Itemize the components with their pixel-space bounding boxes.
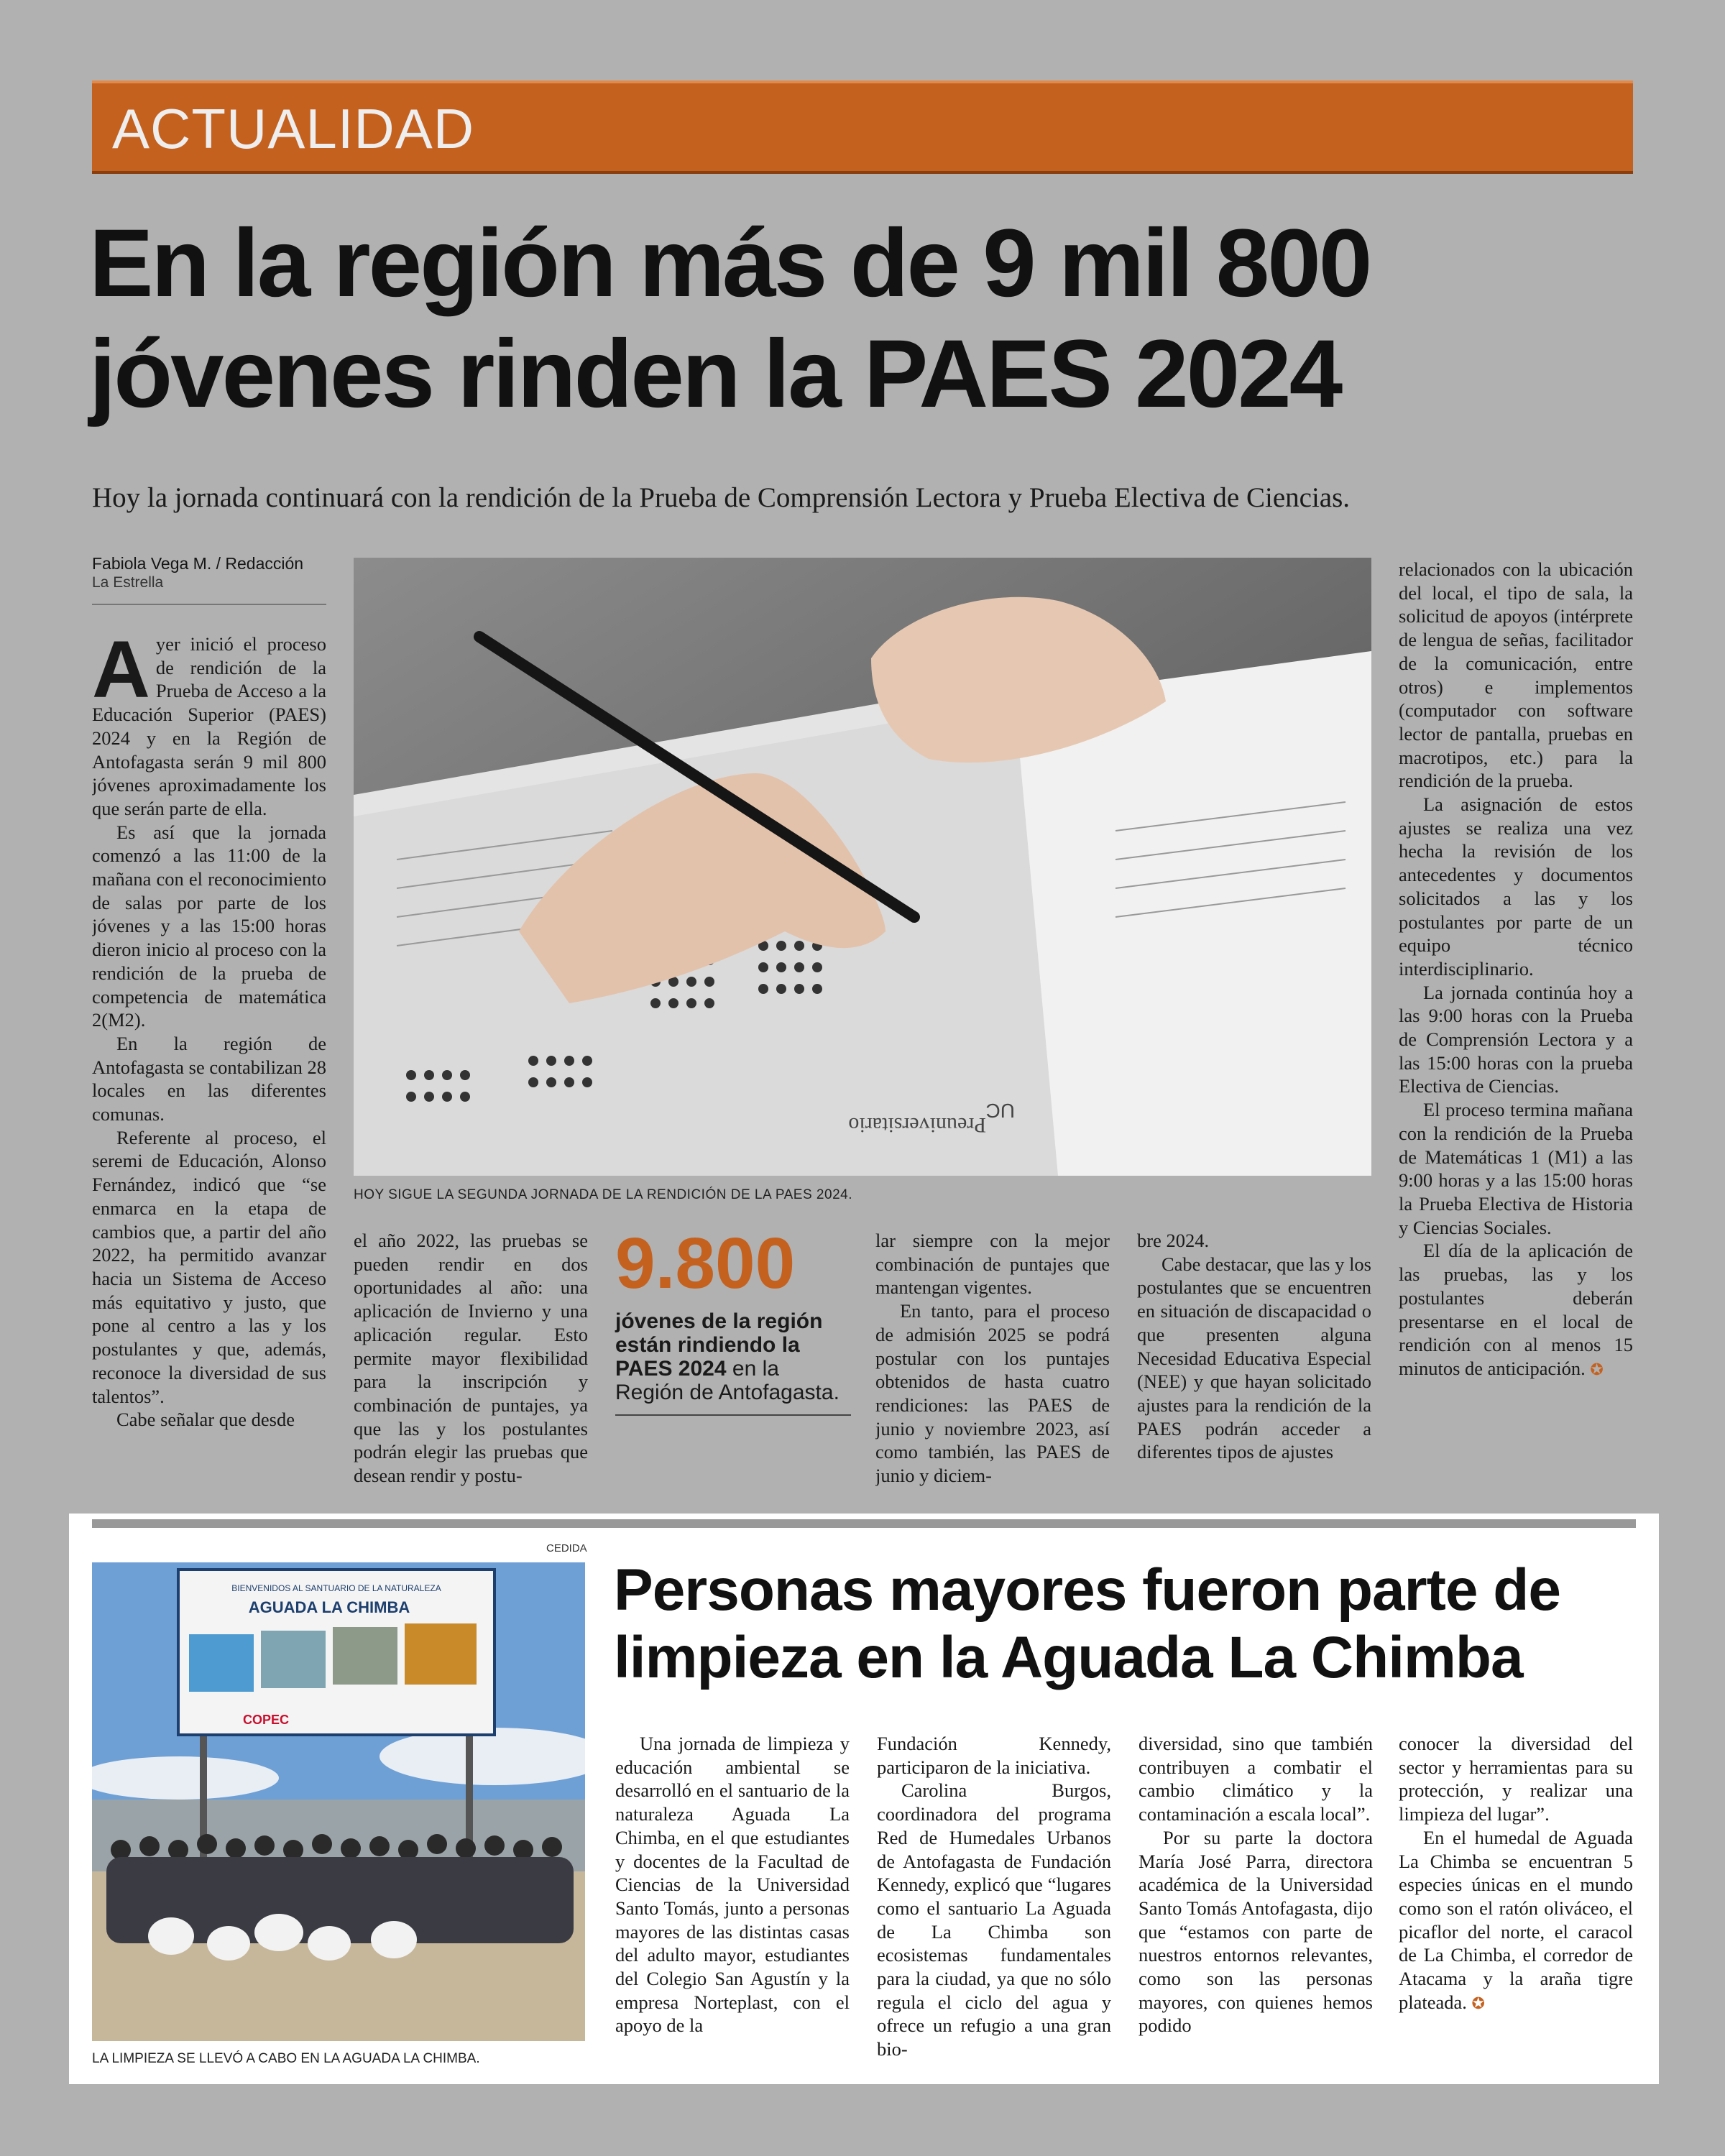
paragraph: En la región de Antofagasta se contabilizan 28 locales en las diferentes comunas.: [92, 1032, 326, 1125]
paragraph: conocer la diversidad del sector y herramientas para su protección, y realizar una limpieza del lugar”.: [1399, 1733, 1633, 1825]
sign-title: AGUADA LA CHIMBA: [248, 1598, 410, 1616]
paragraph: Es así que la jornada comenzó a las 11:00 de la mañana con el reconocimiento de salas por parte de los jóvenes y a las 15:00 horas dieron inicio al proceso con la rendición de la prueba de competencia de matemática 2(M2).: [92, 821, 326, 1031]
article1-column-1: [92, 632, 326, 1495]
paragraph: En el humedal de Aguada La Chimba se encuentran 5 especies únicas en el mundo como son el ratón oliváceo, el picaflor del norte, el caracol de La Chimba, el corredor de Atacama y la araña tigre plateada.: [1399, 1826, 1633, 2013]
end-of-article-icon: ✪: [1590, 1360, 1604, 1378]
paragraph: Cabe destacar, que las y los postulantes que se encuentren en situación de discapacidad o que presenten alguna Necesidad Educativa Especial (NEE) y que hayan solicitado ajustes para la rendición de la PAES podrán acceder a diferentes tipos de ajustes: [1137, 1253, 1371, 1463]
article1-column-2: [354, 1229, 588, 1495]
paragraph: El proceso termina mañana con la rendición de la Prueba de Matemáticas 1 (M1) a las 9:00 horas y a las 15:00 horas la Prueba Electiva de Historia y Ciencias Sociales.: [1399, 1099, 1633, 1238]
subheadline: Hoy la jornada continuará con la rendición de la Prueba de Comprensión Lectora y Prueba Electiva de Ciencias.: [92, 482, 1351, 513]
drop-cap: A: [92, 632, 150, 714]
cleanup-photo-illustration: [92, 1562, 585, 2041]
paragraph: Cabe señalar que desde: [116, 1409, 295, 1431]
paragraph: La asignación de estos ajustes se realiza una vez hecha la revisión de los antecedentes y documentos solicitados a las y los postulantes por parte de un equipo técnico interdisciplinario.: [1399, 793, 1633, 980]
article2-column-3: [1138, 1732, 1373, 2070]
main-headline: En la región más de 9 mil 800 jóvenes rinden la PAES 2024: [89, 210, 1371, 428]
paragraph: Por su parte la doctora María José Parra, directora académica de la Universidad Santo Tomás Antofagasta, dijo que “estamos con parte de nuestros entornos relevantes, como son las personas mayores, con quienes hemos podido: [1138, 1826, 1373, 2037]
paragraph: Carolina Burgos, coordinadora del programa Red de Humedales Urbanos de Antofagasta de Fundación Kennedy, explicó que “lugares como el santuario La Aguada de La Chimba son ecosistemas fundamentales para la ciudad, ya que no sólo regula el ciclo del agua y ofrece un refugio a una gran bio-: [877, 1779, 1111, 2060]
stat-description-bold: jóvenes de la región están rindiendo la PAES 2024: [615, 1309, 823, 1381]
stat-rule: [615, 1414, 851, 1416]
cleanup-photo: [92, 1562, 585, 2041]
article2-column-2: [877, 1732, 1111, 2070]
second-headline: Personas mayores fueron parte de limpieza en la Aguada La Chimba: [614, 1557, 1560, 1690]
article1-column-5: [1399, 558, 1633, 1495]
paragraph: La jornada continúa hoy a las 9:00 horas con la Prueba de Comprensión Lectora y a las 15:00 horas con la prueba Electiva de Ciencias.: [1399, 981, 1633, 1097]
article2-column-1: [615, 1732, 850, 2070]
second-article-panel: [69, 1514, 1659, 2084]
sign-small-text: BIENVENIDOS AL SANTUARIO DE LA NATURALEZA: [231, 1583, 441, 1593]
photo-caption-2: LA LIMPIEZA SE LLEVÓ A CABO EN LA AGUADA LA CHIMBA.: [92, 2051, 480, 2066]
paragraph: lar siempre con la mejor combinación de puntajes que mantengan vigentes.: [875, 1230, 1110, 1299]
paragraph: el año 2022, las pruebas se pueden rendir en dos oportunidades al año: una aplicación de Invierno y una aplicación regular. Esto permite mayor flexibilidad para la inscripción y combinación de puntajes, ya que las y los postulantes podrán elegir las pruebas que desean rendir y postu-: [354, 1230, 588, 1487]
end-of-article-icon: ✪: [1471, 1994, 1485, 2012]
stat-number: 9.800: [615, 1223, 796, 1304]
paragraph: diversidad, sino que también contribuyen a combatir el cambio climático y la contaminación a escala local”.: [1138, 1733, 1373, 1825]
exam-photo-illustration: [354, 558, 1371, 1176]
paragraph: Una jornada de limpieza y educación ambiental se desarrolló en el santuario de la naturaleza Aguada La Chimba, en el que estudiantes y docentes de la Facultad de Ciencias de la Universidad Santo Tomás, junto a personas mayores de las distintas casas del adulto mayor, estudiantes del Colegio San Agustín y la empresa Norteplast, con el apoyo de la: [615, 1733, 850, 2037]
paragraph: Referente al proceso, el seremi de Educación, Alonso Fernández, indicó que “se enmarca en la etapa de cambios que, a partir del año 2022, ha permitido avanzar hacia un Sistema de Acceso más equitativo y justo, que pone al centro a las y los postulantes y que, además, reconoce la diversidad de sus talentos”.: [92, 1126, 326, 1407]
paragraph: En tanto, para el proceso de admisión 2025 se podrá postular con los puntajes obtenidos de hasta cuatro rendiciones: las PAES de junio y noviembre 2023, así como también, las PAES de junio y diciem-: [875, 1300, 1110, 1487]
paragraph: Fundación Kennedy, participaron de la iniciativa.: [877, 1733, 1111, 1778]
stat-description-rest: en la Región de Antofagasta.: [615, 1357, 840, 1404]
sign-logo: COPEC: [243, 1713, 290, 1727]
section-bar: [92, 80, 1633, 174]
photo-caption: HOY SIGUE LA SEGUNDA JORNADA DE LA RENDICIÓN DE LA PAES 2024.: [354, 1187, 852, 1202]
paragraph: bre 2024.: [1137, 1230, 1210, 1251]
stat-callout: [615, 1222, 851, 1416]
paragraph: El día de la aplicación de las pruebas, las y los postulantes deberán presentarse en el local de rendición con al menos 15 minutos de anticipación.: [1399, 1240, 1633, 1379]
sheet-text-2: UC: [985, 1100, 1015, 1122]
paragraph: yer inició el proceso de rendición de la Prueba de Acceso a la Educación Superior (PAES) 2024 y en la Región de Antofagasta serán 9 mil 800 jóvenes aproximadamente los que serán parte de ella.: [92, 633, 326, 819]
section-label: ACTUALIDAD: [112, 97, 475, 160]
byline-outlet: La Estrella: [92, 574, 164, 591]
exam-photo: [354, 558, 1371, 1176]
article2-column-4: [1399, 1732, 1633, 2070]
paragraph: relacionados con la ubicación del local, el tipo de sala, la solicitud de apoyos (intérprete de lengua de señas, facilitador de la comunicación, entre otros) e implementos (computador con software lector de pantalla, pruebas en macrotipos, etc.) para la rendición de la prueba.: [1399, 558, 1633, 792]
photo-credit: CEDIDA: [546, 1542, 587, 1554]
stat-description: [615, 1309, 851, 1404]
sheet-text-1: Preuniversitario: [848, 1113, 986, 1137]
byline: [92, 553, 326, 605]
byline-author: Fabiola Vega M. / Redacción: [92, 554, 304, 573]
panel-divider: [92, 1519, 1636, 1528]
article1-column-3: [875, 1229, 1110, 1495]
article1-column-4: [1137, 1229, 1371, 1495]
